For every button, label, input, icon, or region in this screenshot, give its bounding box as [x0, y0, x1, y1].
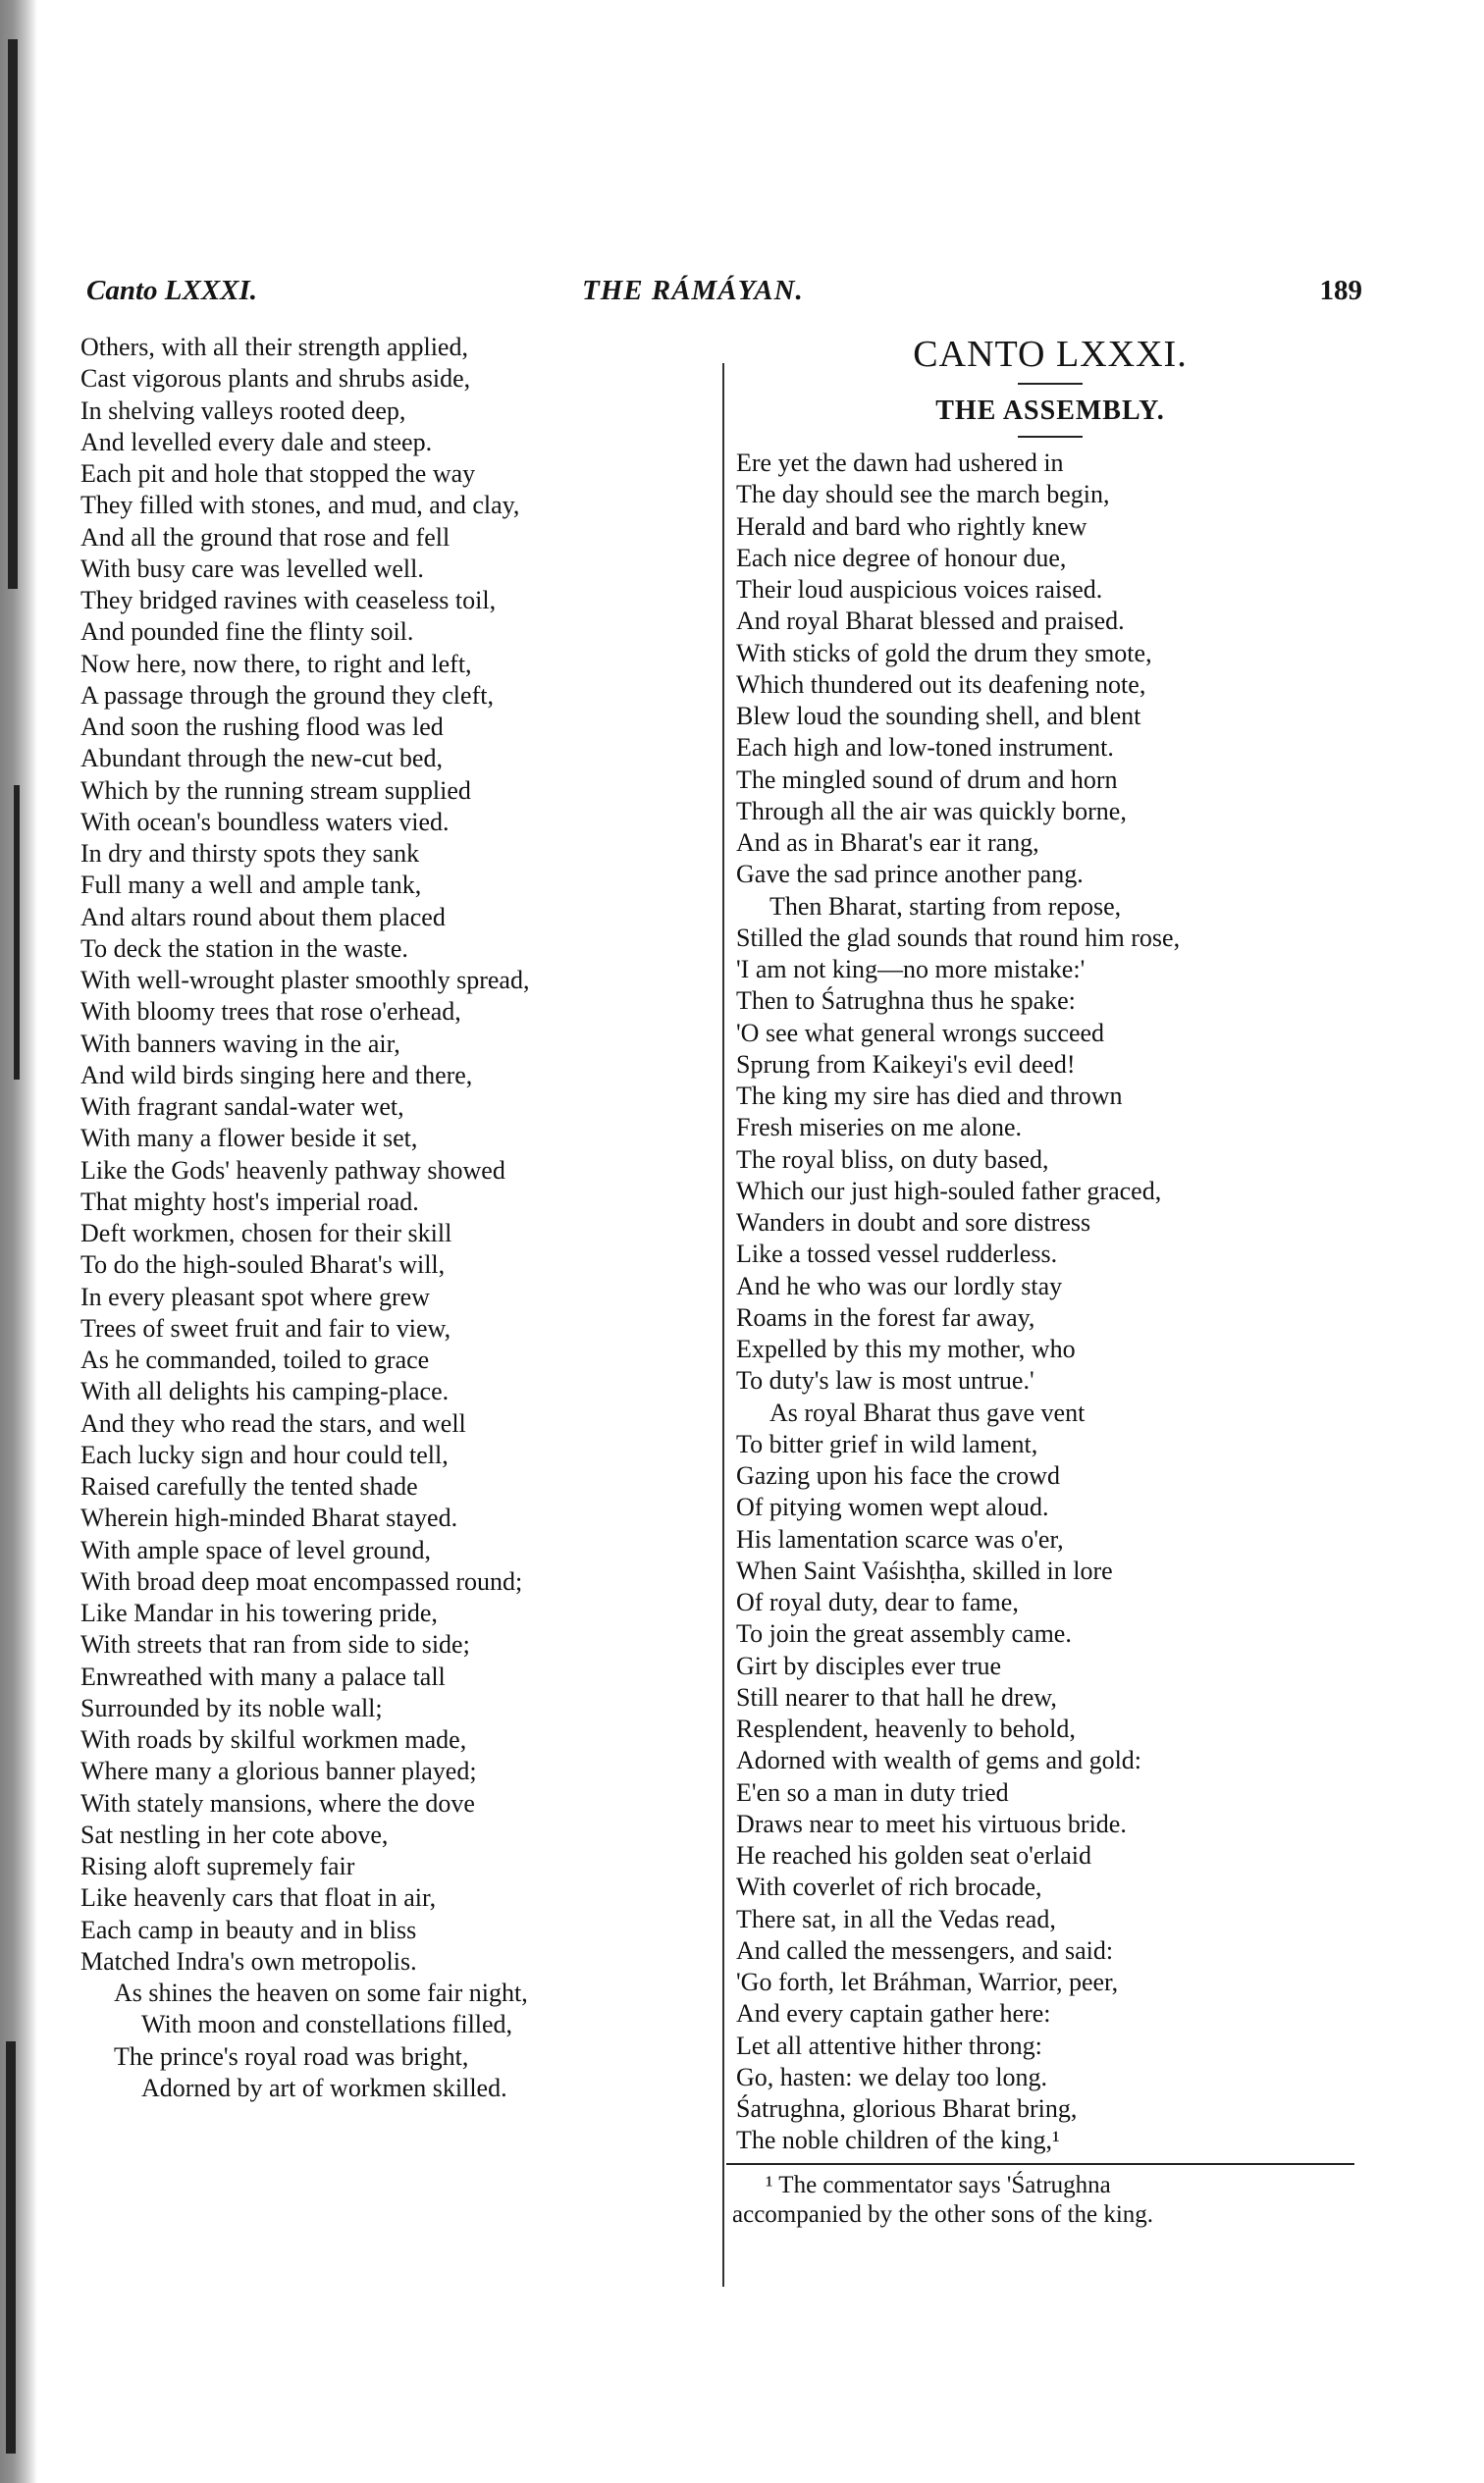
verse-line: With bloomy trees that rose o'erhead, — [80, 997, 461, 1027]
verse-line: Like heavenly cars that float in air, — [80, 1883, 437, 1913]
verse-line: And wild birds singing here and there, — [80, 1060, 473, 1089]
verse-line: Śatrughna, glorious Bharat bring, — [736, 2094, 1078, 2123]
verse-line: With coverlet of rich brocade, — [736, 1873, 1042, 1902]
verse-line: With roads by skilful workmen made, — [80, 1725, 467, 1754]
verse-line: And pounded fine the flinty soil. — [80, 617, 414, 647]
verse-line: To duty's law is most untrue.' — [736, 1366, 1034, 1396]
verse-line: Like a tossed vessel rudderless. — [736, 1240, 1058, 1269]
verse-line: Stilled the glad sounds that round him rose, — [736, 923, 1181, 952]
verse-line: With stately mansions, where the dove — [80, 1788, 475, 1818]
scan-edge-mark — [6, 2041, 16, 2454]
verse-line: Surrounded by its noble wall; — [80, 1693, 383, 1722]
verse-line: Which by the running stream supplied — [80, 775, 471, 805]
verse-line: As he commanded, toiled to grace — [80, 1346, 430, 1374]
header-book-title: THE RÁMÁYAN. — [582, 275, 804, 306]
verse-line: In dry and thirsty spots they sank — [80, 839, 420, 868]
verse-line: Now here, now there, to right and left, — [80, 649, 472, 678]
verse-line: Matched Indra's own metropolis. — [80, 1946, 417, 1976]
verse-line: With busy care was levelled well. — [80, 554, 424, 583]
verse-line: Ere yet the dawn had ushered in — [736, 449, 1064, 477]
verse-line: To deck the station in the waste. — [80, 933, 408, 963]
verse-line: With banners waving in the air, — [80, 1029, 400, 1058]
verse-line: In shelving valleys rooted deep, — [80, 396, 406, 425]
verse-line: With streets that ran from side to side; — [80, 1630, 470, 1660]
page-number: 189 — [1319, 275, 1362, 306]
verse-line: 'I am not king—no more mistake:' — [736, 955, 1086, 983]
right-column — [726, 322, 1374, 2230]
verse-line: And they who read the stars, and well — [80, 1408, 466, 1438]
verse-line: With many a flower beside it set, — [80, 1124, 418, 1153]
verse-line: Each camp in beauty and in bliss — [80, 1915, 417, 1944]
verse-line: He reached his golden seat o'erlaid — [736, 1841, 1092, 1870]
verse-line: Each lucky sign and hour could tell, — [80, 1440, 449, 1469]
verse-line: Adorned by art of workmen skilled. — [141, 2073, 507, 2102]
verse-line: The mingled sound of drum and horn — [736, 765, 1118, 794]
verse-line: The king my sire has died and thrown — [736, 1082, 1123, 1110]
verse-line: Like the Gods' heavenly pathway showed — [80, 1155, 505, 1185]
verse-line: Where many a glorious banner played; — [80, 1757, 477, 1786]
scan-edge-mark — [14, 785, 20, 1080]
verse-line: The noble children of the king,¹ — [736, 2126, 1060, 2155]
verse-line: Wherein high-minded Bharat stayed. — [80, 1504, 458, 1533]
verse-line: Sat nestling in her cote above, — [80, 1820, 389, 1849]
verse-line: Which thundered out its deafening note, — [736, 669, 1146, 699]
verse-line: Expelled by this my mother, who — [736, 1335, 1076, 1363]
canto-subtitle: THE ASSEMBLY. — [935, 396, 1165, 426]
verse-line: And soon the rushing flood was led — [80, 713, 444, 741]
verse-line: With well-wrought plaster smoothly spread, — [80, 966, 530, 994]
left-column-verse — [80, 332, 718, 2104]
verse-line: As royal Bharat thus gave vent — [769, 1398, 1086, 1427]
verse-line: The royal bliss, on duty based, — [736, 1144, 1049, 1174]
footnote-line: ¹ The commentator says 'Śatrughna — [766, 2171, 1111, 2198]
verse-line: Girt by disciples ever true — [736, 1651, 1002, 1680]
verse-line: Cast vigorous plants and shrubs aside, — [80, 364, 471, 394]
verse-line: And called the messengers, and said: — [736, 1935, 1114, 1965]
verse-line: With ample space of level ground, — [80, 1535, 432, 1564]
verse-line: And levelled every dale and steep. — [80, 427, 433, 456]
verse-line: With broad deep moat encompassed round; — [80, 1566, 523, 1596]
verse-line: Abundant through the new-cut bed, — [80, 744, 443, 773]
verse-line: Enwreathed with many a palace tall — [80, 1662, 446, 1691]
verse-line: The day should see the march begin, — [736, 480, 1110, 509]
header-canto-label: Canto LXXXI. — [86, 275, 258, 306]
verse-line: To bitter grief in wild lament, — [736, 1429, 1038, 1458]
verse-line: With sticks of gold the drum they smote, — [736, 638, 1152, 667]
running-header — [86, 275, 1362, 314]
verse-line: Sprung from Kaikeyi's evil deed! — [736, 1049, 1076, 1079]
canto-title: CANTO LXXXI. — [913, 334, 1188, 375]
verse-line: With moon and constellations filled, — [141, 2010, 513, 2039]
verse-line: Let all attentive hither throng: — [736, 2031, 1042, 2060]
subtitle-rule — [1018, 436, 1083, 438]
verse-line: And he who was our lordly stay — [736, 1271, 1063, 1300]
scan-edge-mark — [8, 39, 18, 589]
verse-line: Roams in the forest far away, — [736, 1302, 1035, 1332]
verse-line: Of royal duty, dear to fame, — [736, 1588, 1019, 1616]
verse-line: Then Bharat, starting from repose, — [769, 891, 1122, 921]
verse-line: 'Go forth, let Bráhman, Warrior, peer, — [736, 1968, 1119, 1996]
verse-line: Gazing upon his face the crowd — [736, 1461, 1060, 1490]
verse-line: Draws near to meet his virtuous bride. — [736, 1809, 1127, 1838]
verse-line: And as in Bharat's ear it rang, — [736, 828, 1039, 857]
verse-line: When Saint Vaśishṭha, skilled in lore — [736, 1556, 1113, 1585]
verse-line: And altars round about them placed — [80, 902, 446, 931]
verse-line: To join the great assembly came. — [736, 1619, 1072, 1649]
verse-line: Full many a well and ample tank, — [80, 871, 422, 900]
verse-line: Like Mandar in his towering pride, — [80, 1599, 438, 1627]
verse-line: Still nearer to that hall he drew, — [736, 1682, 1057, 1712]
verse-line: And all the ground that rose and fell — [80, 522, 450, 552]
verse-line: To do the high-souled Bharat's will, — [80, 1250, 446, 1280]
verse-line: They bridged ravines with ceaseless toil, — [80, 586, 497, 614]
verse-line: Their loud auspicious voices raised. — [736, 575, 1103, 604]
verse-line: There sat, in all the Vedas read, — [736, 1904, 1056, 1933]
verse-line: Fresh miseries on me alone. — [736, 1113, 1022, 1142]
verse-line: Wanders in doubt and sore distress — [736, 1208, 1091, 1237]
verse-line: In every pleasant spot where grew — [80, 1282, 430, 1311]
verse-line: Blew loud the sounding shell, and blent — [736, 702, 1141, 730]
right-column-verse — [726, 448, 1374, 2157]
verse-line: They filled with stones, and mud, and clay, — [80, 491, 520, 520]
verse-line: Each nice degree of honour due, — [736, 543, 1067, 572]
verse-line: With fragrant sandal-water wet, — [80, 1092, 404, 1121]
verse-line: And royal Bharat blessed and praised. — [736, 607, 1125, 636]
verse-line: The prince's royal road was bright, — [114, 2041, 469, 2071]
verse-line: Rising aloft supremely fair — [80, 1852, 355, 1880]
verse-line: Adorned with wealth of gems and gold: — [736, 1746, 1142, 1775]
verse-line: With ocean's boundless waters vied. — [80, 807, 450, 836]
verse-line: Then to Śatrughna thus he spake: — [736, 986, 1076, 1016]
verse-line: Others, with all their strength applied, — [80, 333, 468, 361]
verse-line: Deft workmen, chosen for their skill — [80, 1219, 452, 1247]
verse-line: Herald and bard who rightly knew — [736, 511, 1087, 541]
verse-line: 'O see what general wrongs succeed — [736, 1018, 1105, 1047]
verse-line: Through all the air was quickly borne, — [736, 796, 1127, 825]
verse-line: Of pitying women wept aloud. — [736, 1493, 1049, 1522]
verse-line: Trees of sweet fruit and fair to view, — [80, 1313, 451, 1343]
verse-line: Each pit and hole that stopped the way — [80, 459, 476, 488]
verse-line: Each high and low-toned instrument. — [736, 733, 1114, 763]
verse-line: As shines the heaven on some fair night, — [114, 1979, 528, 2007]
footnote-line: accompanied by the other sons of the king. — [732, 2200, 1154, 2228]
verse-line: Resplendent, heavenly to behold, — [736, 1715, 1076, 1743]
title-rule — [1018, 383, 1083, 385]
verse-line: His lamentation scarce was o'er, — [736, 1524, 1064, 1554]
verse-line: That mighty host's imperial road. — [80, 1187, 419, 1216]
verse-line: Go, hasten: we delay too long. — [736, 2062, 1047, 2091]
verse-line: With all delights his camping-place. — [80, 1377, 450, 1406]
footnote — [726, 2171, 1374, 2230]
verse-line: Which our just high-souled father graced, — [736, 1176, 1162, 1205]
column-divider — [722, 363, 724, 2287]
verse-line: Gave the sad prince another pang. — [736, 860, 1084, 889]
footnote-rule — [726, 2163, 1354, 2165]
verse-line: A passage through the ground they cleft, — [80, 680, 494, 710]
verse-line: And every captain gather here: — [736, 1999, 1051, 2029]
verse-line: E'en so a man in duty tried — [736, 1777, 1009, 1807]
verse-line: Raised carefully the tented shade — [80, 1472, 418, 1501]
